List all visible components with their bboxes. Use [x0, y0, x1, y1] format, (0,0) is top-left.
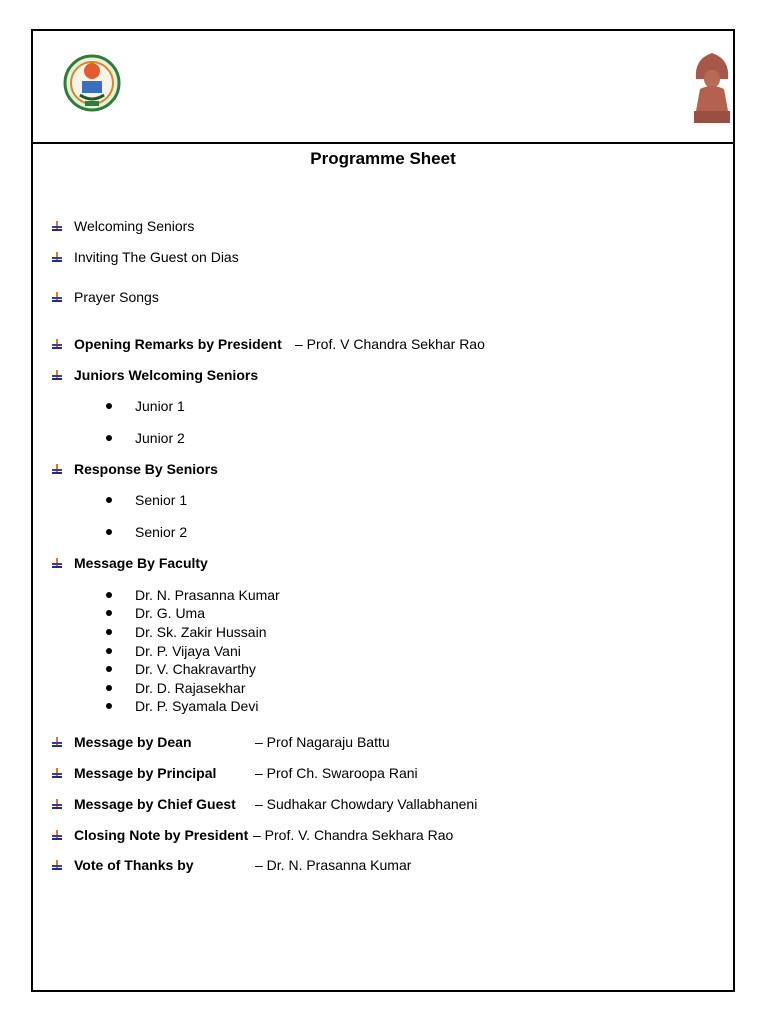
- bullet-dot-icon: [106, 403, 112, 409]
- faculty-name: Dr. D. Rajasekhar: [135, 680, 246, 696]
- item-juniors-label: Juniors Welcoming Seniors: [74, 367, 259, 383]
- document-frame: [31, 29, 735, 992]
- item-closing-label: Closing Note by President: [74, 827, 249, 843]
- item-response-label: Response By Seniors: [74, 461, 218, 477]
- faculty-name: Dr. P. Vijaya Vani: [135, 643, 241, 659]
- item-inviting: Inviting The Guest on Dias: [74, 249, 239, 265]
- junior-name: Junior 2: [135, 430, 185, 446]
- arrow-bullet-icon: [51, 291, 63, 303]
- arrow-bullet-icon: [51, 251, 63, 263]
- item-opening-label: Opening Remarks by President: [74, 336, 282, 352]
- item-principal-label: Message by Principal: [74, 765, 217, 781]
- faculty-name: Dr. G. Uma: [135, 605, 206, 621]
- bullet-dot-icon: [106, 435, 112, 441]
- bullet-dot-icon: [106, 648, 112, 654]
- page-title: Programme Sheet: [310, 149, 456, 168]
- bullet-dot-icon: [106, 703, 112, 709]
- bullet-dot-icon: [106, 497, 112, 503]
- faculty-name: Dr. Sk. Zakir Hussain: [135, 624, 267, 640]
- buddha-statue-image: [688, 49, 736, 127]
- bullet-dot-icon: [106, 610, 112, 616]
- letterhead: [33, 31, 733, 144]
- junior-name: Junior 1: [135, 398, 185, 414]
- arrow-bullet-icon: [51, 369, 63, 381]
- arrow-bullet-icon: [51, 736, 63, 748]
- item-closing-value: – Prof. V. Chandra Sekhara Rao: [253, 827, 454, 843]
- item-chief-guest-value: – Sudhakar Chowdary Vallabhaneni: [255, 796, 478, 812]
- bullet-dot-icon: [106, 592, 112, 598]
- item-vote-value: – Dr. N. Prasanna Kumar: [255, 857, 412, 873]
- arrow-bullet-icon: [51, 798, 63, 810]
- item-dean-value: – Prof Nagaraju Battu: [255, 734, 390, 750]
- item-opening-value: – Prof. V Chandra Sekhar Rao: [295, 336, 485, 352]
- arrow-bullet-icon: [51, 338, 63, 350]
- item-vote-label: Vote of Thanks by: [74, 857, 194, 873]
- bullet-dot-icon: [106, 685, 112, 691]
- arrow-bullet-icon: [51, 463, 63, 475]
- item-faculty-label: Message By Faculty: [74, 555, 208, 571]
- bullet-dot-icon: [106, 529, 112, 535]
- item-welcoming: Welcoming Seniors: [74, 218, 195, 234]
- faculty-name: Dr. P. Syamala Devi: [135, 698, 259, 714]
- senior-name: Senior 1: [135, 492, 188, 508]
- bullet-dot-icon: [106, 629, 112, 635]
- arrow-bullet-icon: [51, 220, 63, 232]
- senior-name: Senior 2: [135, 524, 188, 540]
- faculty-name: Dr. V. Chakravarthy: [135, 661, 256, 677]
- university-emblem-logo: [63, 51, 121, 115]
- item-dean-label: Message by Dean: [74, 734, 192, 750]
- arrow-bullet-icon: [51, 859, 63, 871]
- bullet-dot-icon: [106, 666, 112, 672]
- faculty-name: Dr. N. Prasanna Kumar: [135, 587, 280, 603]
- arrow-bullet-icon: [51, 829, 63, 841]
- arrow-bullet-icon: [51, 767, 63, 779]
- arrow-bullet-icon: [51, 557, 63, 569]
- item-chief-guest-label: Message by Chief Guest: [74, 796, 236, 812]
- item-principal-value: – Prof Ch. Swaroopa Rani: [255, 765, 418, 781]
- item-prayer: Prayer Songs: [74, 289, 159, 305]
